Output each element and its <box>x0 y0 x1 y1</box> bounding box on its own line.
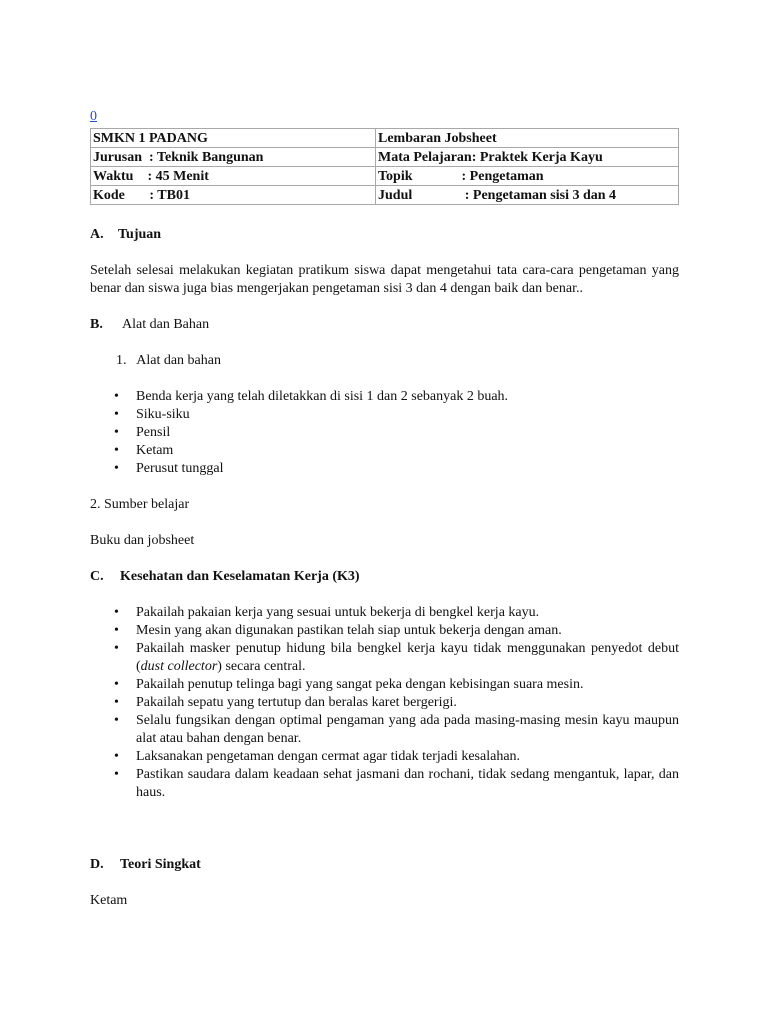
section-b-number: B. <box>90 317 103 332</box>
bullet-glyph: • <box>114 749 119 764</box>
section-d-title: Teori Singkat <box>120 857 201 872</box>
section-d-heading <box>90 856 679 874</box>
bullet-glyph: • <box>114 677 119 692</box>
list-item-text: Pakailah pakaian kerja yang sesuai untuk bekerja di bengkel kerja kayu. <box>136 605 540 620</box>
bullet-glyph: • <box>114 461 119 476</box>
section-b-heading <box>90 316 679 334</box>
bullet-glyph: • <box>114 695 119 710</box>
table-cell-school: SMKN 1 PADANG <box>91 129 376 148</box>
bullet-glyph: • <box>114 767 119 782</box>
section-c-number: C. <box>90 569 104 584</box>
list-item <box>114 766 679 802</box>
list-item-text: Pakailah penutup telinga bagi yang sangat peka dengan kebisingan suara mesin. <box>136 677 584 692</box>
list-item-text: Laksanakan pengetaman dengan cermat agar tidak terjadi kesalahan. <box>136 749 521 764</box>
list-item-text: Selalu fungsikan dengan optimal pengaman yang ada pada masing-masing mesin kayu maupun alat atau bahan dengan benar. <box>136 713 679 746</box>
section-c-safety-list <box>90 604 679 802</box>
list-item <box>114 640 679 676</box>
list-item <box>114 604 679 622</box>
list-item-text: Pensil <box>136 425 171 440</box>
list-item <box>114 694 679 712</box>
section-b-subheading-2: 2. Sumber belajar <box>90 497 190 512</box>
section-c-title: Kesehatan dan Keselamatan Kerja (K3) <box>120 569 360 584</box>
table-row <box>91 148 679 167</box>
list-item-text: Perusut tunggal <box>136 461 224 476</box>
bullet-glyph: • <box>114 425 119 440</box>
list-item <box>114 442 679 460</box>
bullet-glyph: • <box>114 389 119 404</box>
table-cell-waktu: Waktu : 45 Menit <box>91 167 376 186</box>
table-row <box>91 167 679 186</box>
table-cell-mata-pelajaran: Mata Pelajaran: Praktek Kerja Kayu <box>376 148 679 167</box>
list-item-text-end: ) secara central. <box>217 659 306 674</box>
table-row <box>91 186 679 205</box>
section-a-heading <box>90 226 679 244</box>
table-cell-kode: Kode : TB01 <box>91 186 376 205</box>
table-cell-topik: Topik : Pengetaman <box>376 167 679 186</box>
section-d-text: Ketam <box>90 893 128 908</box>
jobsheet-header-table <box>90 128 679 205</box>
table-cell-jurusan: Jurusan : Teknik Bangunan <box>91 148 376 167</box>
section-b-item-list <box>90 388 679 478</box>
list-item <box>114 460 679 478</box>
list-item-text: Benda kerja yang telah diletakkan di sisi 1 dan 2 sebanyak 2 buah. <box>136 389 509 404</box>
table-cell-judul: Judul : Pengetaman sisi 3 dan 4 <box>376 186 679 205</box>
section-a-title: Tujuan <box>118 227 162 242</box>
bullet-glyph: • <box>114 713 119 728</box>
list-item <box>114 712 679 748</box>
table-cell-sheet-type: Lembaran Jobsheet <box>376 129 679 148</box>
list-item <box>114 676 679 694</box>
table-row <box>91 129 679 148</box>
list-item-text: Mesin yang akan digunakan pastikan telah siap untuk bekerja dengan aman. <box>136 623 562 638</box>
list-item-text: Ketam <box>136 443 174 458</box>
section-d-number: D. <box>90 857 104 872</box>
section-b-subheading-1: 1. Alat dan bahan <box>116 353 221 368</box>
list-item <box>114 424 679 442</box>
list-item-text: Pastikan saudara dalam keadaan sehat jasmani dan rochani, tidak sedang mengantuk, lapar, dan haus. <box>136 767 679 800</box>
bullet-glyph: • <box>114 443 119 458</box>
document-page <box>90 108 679 910</box>
bullet-glyph: • <box>114 407 119 422</box>
bullet-glyph: • <box>114 623 119 638</box>
list-item-text: Pakailah masker penutup hidung bila bengkel kerja kayu tidak menggunakan penyedot debut ( <box>136 641 679 674</box>
section-b-sources-text: Buku dan jobsheet <box>90 533 195 548</box>
bullet-glyph: • <box>114 605 119 620</box>
list-item <box>114 406 679 424</box>
section-c-heading <box>90 568 679 586</box>
section-a-number: A. <box>90 227 104 242</box>
section-b-title: Alat dan Bahan <box>122 317 210 332</box>
list-item-text: Siku-siku <box>136 407 190 422</box>
list-item <box>114 388 679 406</box>
list-item <box>114 622 679 640</box>
dust-collector-term: dust collector <box>140 659 218 674</box>
list-item-text: Pakailah sepatu yang tertutup dan beralas karet bergerigi. <box>136 695 457 710</box>
page-anchor-link[interactable]: 0 <box>90 109 97 124</box>
section-a-paragraph: Setelah selesai melakukan kegiatan pratikum siswa dapat mengetahui tata cara-cara pengetaman yang benar dan siswa juga bias mengerjakan pengetaman sisi 3 dan 4 dengan baik dan benar.. <box>90 263 679 296</box>
bullet-glyph: • <box>114 641 119 656</box>
list-item <box>114 748 679 766</box>
